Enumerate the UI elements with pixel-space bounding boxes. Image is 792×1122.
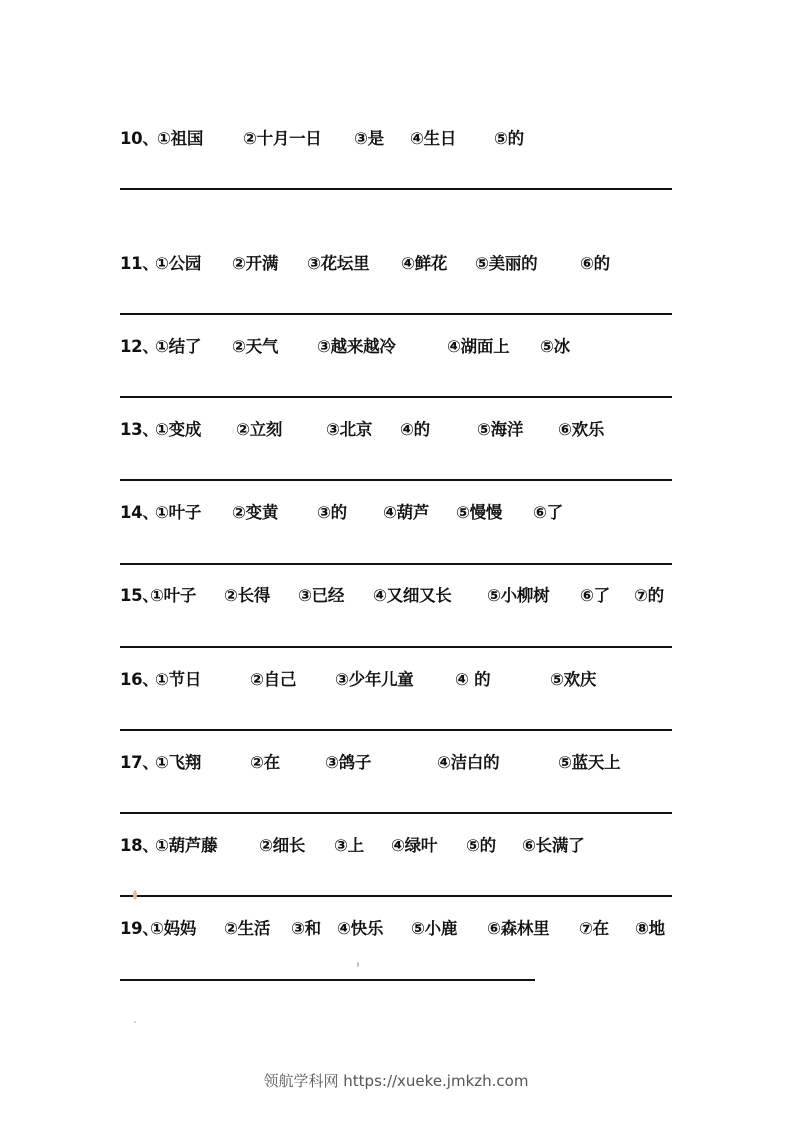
- answer-line: [120, 812, 672, 814]
- answer-line: [120, 563, 672, 565]
- answer-line: [120, 188, 672, 190]
- word-item: ⑦在: [579, 919, 609, 938]
- exercise-16: [0, 668, 792, 692]
- exercise-19: [0, 917, 792, 941]
- word-item: ①葫芦藤: [155, 836, 218, 855]
- word-item: ⑤小鹿: [411, 919, 458, 938]
- word-item: ②长得: [224, 586, 271, 605]
- word-item: ⑤美丽的: [475, 254, 538, 273]
- word-item: ③已经: [298, 586, 345, 605]
- word-item: ②生活: [224, 919, 271, 938]
- word-item: ③少年儿童: [335, 670, 414, 689]
- word-item: ①公园: [155, 254, 202, 273]
- exercise-number: 18、: [120, 836, 159, 855]
- word-item: ②天气: [232, 337, 279, 356]
- word-item: ①祖国: [157, 129, 204, 148]
- answer-line: [120, 479, 672, 481]
- exercise-number: 10、: [120, 129, 159, 148]
- word-item: ③上: [334, 836, 364, 855]
- word-item: ②变黄: [232, 503, 279, 522]
- answer-line: [120, 979, 535, 981]
- word-item: ①结了: [155, 337, 202, 356]
- word-item: ①变成: [155, 420, 202, 439]
- exercise-number: 17、: [120, 753, 159, 772]
- word-item: ③越来越冷: [317, 337, 396, 356]
- exercise-18: [0, 834, 792, 858]
- word-item: ②立刻: [236, 420, 283, 439]
- word-item: ④的: [400, 420, 430, 439]
- word-item: ③是: [354, 129, 384, 148]
- word-item: ②开满: [232, 254, 279, 273]
- exercise-number: 15、: [120, 586, 159, 605]
- exercise-number: 11、: [120, 254, 159, 273]
- word-item: ④洁白的: [437, 753, 500, 772]
- word-item: ④湖面上: [447, 337, 510, 356]
- answer-line: [120, 895, 672, 897]
- exercise-number: 12、: [120, 337, 159, 356]
- scan-speck: [133, 890, 137, 900]
- exercise-15: [0, 584, 792, 608]
- answer-line: [120, 313, 672, 315]
- word-item: ②细长: [259, 836, 306, 855]
- answer-line: [120, 646, 672, 648]
- scan-speck: [232, 428, 234, 434]
- exercise-number: 16、: [120, 670, 159, 689]
- word-item: ⑤冰: [540, 337, 570, 356]
- exercise-number: 13、: [120, 420, 159, 439]
- word-item: ⑧地: [635, 919, 665, 938]
- word-item: ④ 的: [455, 670, 491, 689]
- word-item: ③鸽子: [325, 753, 372, 772]
- scan-speck: [357, 962, 359, 967]
- exercise-17: [0, 751, 792, 775]
- exercise-number: 19、: [120, 919, 159, 938]
- word-item: ①节日: [155, 670, 202, 689]
- word-item: ⑥长满了: [522, 836, 585, 855]
- exercise-11: [0, 252, 792, 276]
- exercise-14: [0, 501, 792, 525]
- word-item: ⑤的: [466, 836, 496, 855]
- word-item: ④生日: [410, 129, 457, 148]
- word-item: ⑤慢慢: [456, 503, 503, 522]
- word-item: ⑥的: [580, 254, 610, 273]
- word-item: ③花坛里: [307, 254, 370, 273]
- word-item: ②自己: [250, 670, 297, 689]
- word-item: ⑥了: [580, 586, 610, 605]
- word-item: ⑤小柳树: [487, 586, 550, 605]
- word-item: ①飞翔: [155, 753, 202, 772]
- word-item: ④鲜花: [401, 254, 448, 273]
- footer-watermark: 领航学科网 https://xueke.jmkzh.com: [263, 1072, 529, 1090]
- exercise-12: [0, 335, 792, 359]
- word-item: ④绿叶: [391, 836, 438, 855]
- answer-line: [120, 396, 672, 398]
- exercise-10: [0, 127, 792, 151]
- word-item: ⑥了: [533, 503, 563, 522]
- word-item: ⑤蓝天上: [558, 753, 621, 772]
- word-item: ①叶子: [150, 586, 197, 605]
- word-item: ④快乐: [337, 919, 384, 938]
- word-item: ⑤海洋: [477, 420, 524, 439]
- word-item: ④葫芦: [383, 503, 430, 522]
- word-item: ⑥欢乐: [558, 420, 605, 439]
- scan-speck: [134, 1021, 136, 1023]
- word-item: ③和: [291, 919, 321, 938]
- word-item: ③北京: [326, 420, 373, 439]
- word-item: ②十月一日: [243, 129, 322, 148]
- exercise-13: [0, 418, 792, 442]
- word-item: ⑤的: [494, 129, 524, 148]
- word-item: ①妈妈: [150, 919, 197, 938]
- word-item: ⑦的: [634, 586, 664, 605]
- word-item: ②在: [250, 753, 280, 772]
- word-item: ③的: [317, 503, 347, 522]
- word-item: ④又细又长: [373, 586, 452, 605]
- word-item: ⑥森林里: [487, 919, 550, 938]
- word-item: ⑤欢庆: [550, 670, 597, 689]
- answer-line: [120, 729, 672, 731]
- exercise-number: 14、: [120, 503, 159, 522]
- word-item: ①叶子: [155, 503, 202, 522]
